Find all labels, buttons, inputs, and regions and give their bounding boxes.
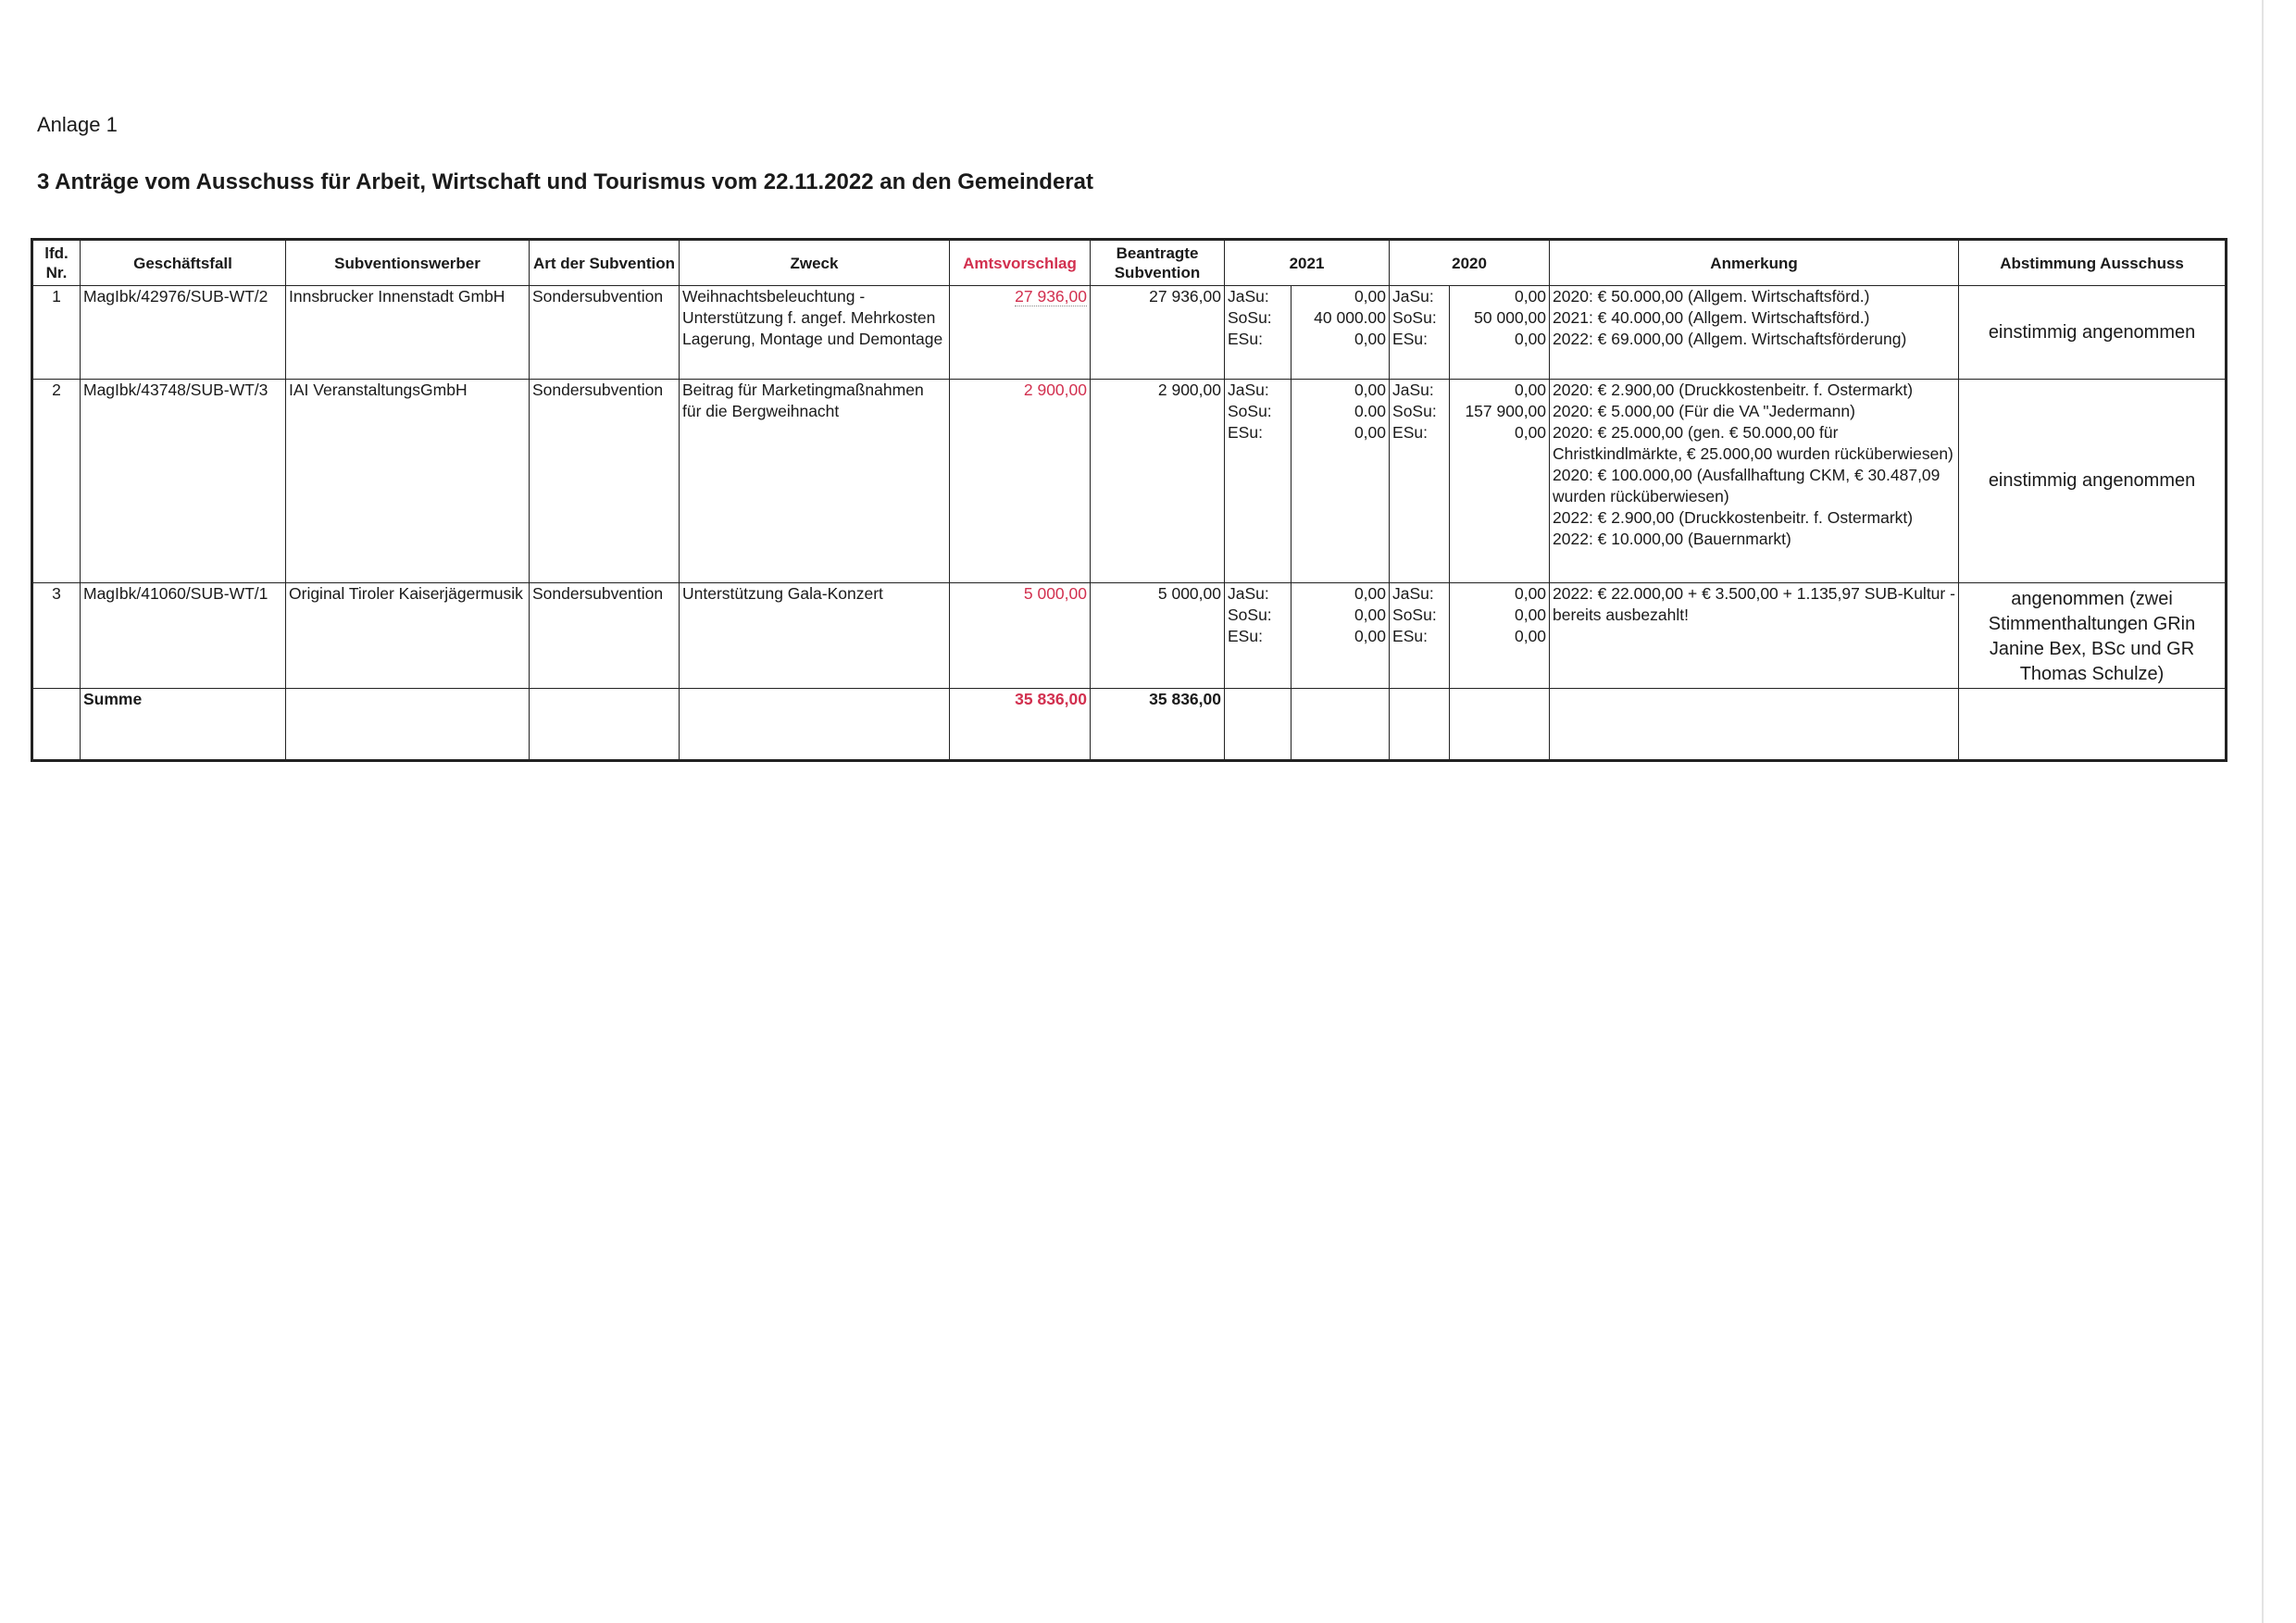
row-werber: Original Tiroler Kaiserjägermusik [286, 583, 530, 689]
value-2021-jasu: 0,00 [1354, 584, 1387, 603]
label-jasu: JaSu: [1392, 381, 1434, 399]
row-abstimmung: angenommen (zwei Stimmenthaltungen GRin Janine Bex, BSc und GR Thomas Schulze) [1959, 583, 2227, 689]
scan-edge-line [2262, 0, 2264, 1623]
header-beantragt: Beantragte Subvention [1091, 240, 1225, 286]
row-abstimmung: einstimmig angenommen [1959, 286, 2227, 380]
amtsvorschlag-value: 27 936,00 [1015, 287, 1087, 306]
table-header-row [32, 240, 2227, 286]
label-esu: ESu: [1228, 330, 1263, 348]
label-sosu: SoSu: [1228, 606, 1272, 624]
value-2021-esu: 0,00 [1354, 330, 1387, 348]
label-esu: ESu: [1228, 423, 1263, 442]
summe-empty [680, 689, 950, 761]
row-2021-values [1292, 380, 1390, 583]
row-art: Sondersubvention [530, 583, 680, 689]
label-esu: ESu: [1228, 627, 1263, 645]
summe-row [32, 689, 2227, 761]
row-2021-labels [1225, 583, 1292, 689]
value-2021-esu: 0,00 [1354, 423, 1387, 442]
row-2020-labels [1390, 380, 1450, 583]
row-nr: 2 [32, 380, 81, 583]
value-2021-jasu: 0,00 [1354, 287, 1387, 306]
label-sosu: SoSu: [1228, 308, 1272, 327]
row-2021-values [1292, 583, 1390, 689]
summe-empty [32, 689, 81, 761]
table-row [32, 286, 2227, 380]
subsidy-table [31, 238, 2227, 762]
anmerkung-line: 2022: € 10.000,00 (Bauernmarkt) [1553, 530, 1791, 548]
anmerkung-line: 2022: € 69.000,00 (Allgem. Wirtschaftsförderung) [1553, 330, 1907, 348]
anmerkung-line: 2020: € 50.000,00 (Allgem. Wirtschaftsförd.) [1553, 287, 1870, 306]
summe-empty [1959, 689, 2227, 761]
anlage-label: Anlage 1 [37, 113, 118, 136]
anmerkung-line: 2022: € 22.000,00 + € 3.500,00 + 1.135,97 SUB-Kultur - bereits ausbezahlt! [1553, 584, 1955, 624]
summe-empty [1292, 689, 1390, 761]
value-2021-sosu: 0.00 [1354, 402, 1387, 420]
table-row [32, 380, 2227, 583]
page-title: 3 Anträge vom Ausschuss für Arbeit, Wirtschaft und Tourismus vom 22.11.2022 an den Gemeinderat [37, 169, 1093, 194]
summe-empty [530, 689, 680, 761]
row-2020-values [1450, 583, 1550, 689]
value-2020-sosu: 50 000,00 [1474, 308, 1547, 327]
row-amtsvorschlag [950, 286, 1091, 380]
summe-empty [286, 689, 530, 761]
row-geschaeftsfall: MagIbk/43748/SUB-WT/3 [81, 380, 286, 583]
row-2020-values [1450, 380, 1550, 583]
value-2020-esu: 0,00 [1514, 627, 1547, 645]
row-nr: 3 [32, 583, 81, 689]
row-anmerkung [1550, 380, 1959, 583]
row-2020-values [1450, 286, 1550, 380]
value-2020-esu: 0,00 [1514, 423, 1547, 442]
header-2021: 2021 [1225, 240, 1390, 286]
header-amtsvorschlag: Amtsvorschlag [950, 240, 1091, 286]
value-2020-jasu: 0,00 [1514, 584, 1547, 603]
label-jasu: JaSu: [1228, 381, 1269, 399]
row-abstimmung: einstimmig angenommen [1959, 380, 2227, 583]
label-jasu: JaSu: [1392, 584, 1434, 603]
row-2020-labels [1390, 583, 1450, 689]
row-beantragt: 2 900,00 [1091, 380, 1225, 583]
label-sosu: SoSu: [1392, 308, 1437, 327]
row-2020-labels [1390, 286, 1450, 380]
anmerkung-line: 2020: € 2.900,00 (Druckkostenbeitr. f. Ostermarkt) [1553, 381, 1914, 399]
label-sosu: SoSu: [1228, 402, 1272, 420]
header-nr: lfd. Nr. [32, 240, 81, 286]
header-zweck: Zweck [680, 240, 950, 286]
value-2020-sosu: 0,00 [1514, 606, 1547, 624]
value-2021-jasu: 0,00 [1354, 381, 1387, 399]
row-amtsvorschlag: 5 000,00 [950, 583, 1091, 689]
table-row [32, 583, 2227, 689]
row-nr: 1 [32, 286, 81, 380]
row-geschaeftsfall: MagIbk/42976/SUB-WT/2 [81, 286, 286, 380]
summe-empty [1225, 689, 1292, 761]
header-abstimmung: Abstimmung Ausschuss [1959, 240, 2227, 286]
row-beantragt: 5 000,00 [1091, 583, 1225, 689]
label-sosu: SoSu: [1392, 402, 1437, 420]
value-2020-sosu: 157 900,00 [1465, 402, 1547, 420]
value-2021-esu: 0,00 [1354, 627, 1387, 645]
anmerkung-line: 2020: € 5.000,00 (Für die VA "Jedermann) [1553, 402, 1855, 420]
label-esu: ESu: [1392, 627, 1428, 645]
summe-empty [1450, 689, 1550, 761]
row-art: Sondersubvention [530, 286, 680, 380]
row-beantragt: 27 936,00 [1091, 286, 1225, 380]
row-geschaeftsfall: MagIbk/41060/SUB-WT/1 [81, 583, 286, 689]
label-jasu: JaSu: [1228, 584, 1269, 603]
row-2021-values [1292, 286, 1390, 380]
label-jasu: JaSu: [1228, 287, 1269, 306]
row-2021-labels [1225, 286, 1292, 380]
row-zweck: Weihnachtsbeleuchtung - Unterstützung f. angef. Mehrkosten Lagerung, Montage und Demontage [680, 286, 950, 380]
row-anmerkung [1550, 583, 1959, 689]
header-werber: Subventionswerber [286, 240, 530, 286]
summe-empty [1390, 689, 1450, 761]
header-geschaeftsfall: Geschäftsfall [81, 240, 286, 286]
value-2021-sosu: 0,00 [1354, 606, 1387, 624]
anmerkung-line: 2021: € 40.000,00 (Allgem. Wirtschaftsförd.) [1553, 308, 1870, 327]
row-werber: IAI VeranstaltungsGmbH [286, 380, 530, 583]
value-2020-jasu: 0,00 [1514, 287, 1547, 306]
anmerkung-line: 2022: € 2.900,00 (Druckkostenbeitr. f. Ostermarkt) [1553, 508, 1914, 527]
row-amtsvorschlag: 2 900,00 [950, 380, 1091, 583]
value-2021-sosu: 40 000.00 [1314, 308, 1387, 327]
label-esu: ESu: [1392, 423, 1428, 442]
label-sosu: SoSu: [1392, 606, 1437, 624]
summe-empty [1550, 689, 1959, 761]
header-2020: 2020 [1390, 240, 1550, 286]
value-2020-esu: 0,00 [1514, 330, 1547, 348]
row-2021-labels [1225, 380, 1292, 583]
label-esu: ESu: [1392, 330, 1428, 348]
summe-beantragt: 35 836,00 [1091, 689, 1225, 761]
row-werber: Innsbrucker Innenstadt GmbH [286, 286, 530, 380]
summe-label: Summe [81, 689, 286, 761]
header-art: Art der Subvention [530, 240, 680, 286]
row-zweck: Beitrag für Marketingmaßnahmen für die Bergweihnacht [680, 380, 950, 583]
anmerkung-line: 2020: € 25.000,00 (gen. € 50.000,00 für Christkindlmärkte, € 25.000,00 wurden rücküberwiesen) 2020: € 100.000,00 (Ausfallhaftung CKM, € 30.487,09 wurden rücküberwiesen) [1553, 423, 1953, 506]
row-anmerkung [1550, 286, 1959, 380]
row-zweck: Unterstützung Gala-Konzert [680, 583, 950, 689]
label-jasu: JaSu: [1392, 287, 1434, 306]
summe-amtsvorschlag: 35 836,00 [950, 689, 1091, 761]
header-anmerkung: Anmerkung [1550, 240, 1959, 286]
value-2020-jasu: 0,00 [1514, 381, 1547, 399]
row-art: Sondersubvention [530, 380, 680, 583]
